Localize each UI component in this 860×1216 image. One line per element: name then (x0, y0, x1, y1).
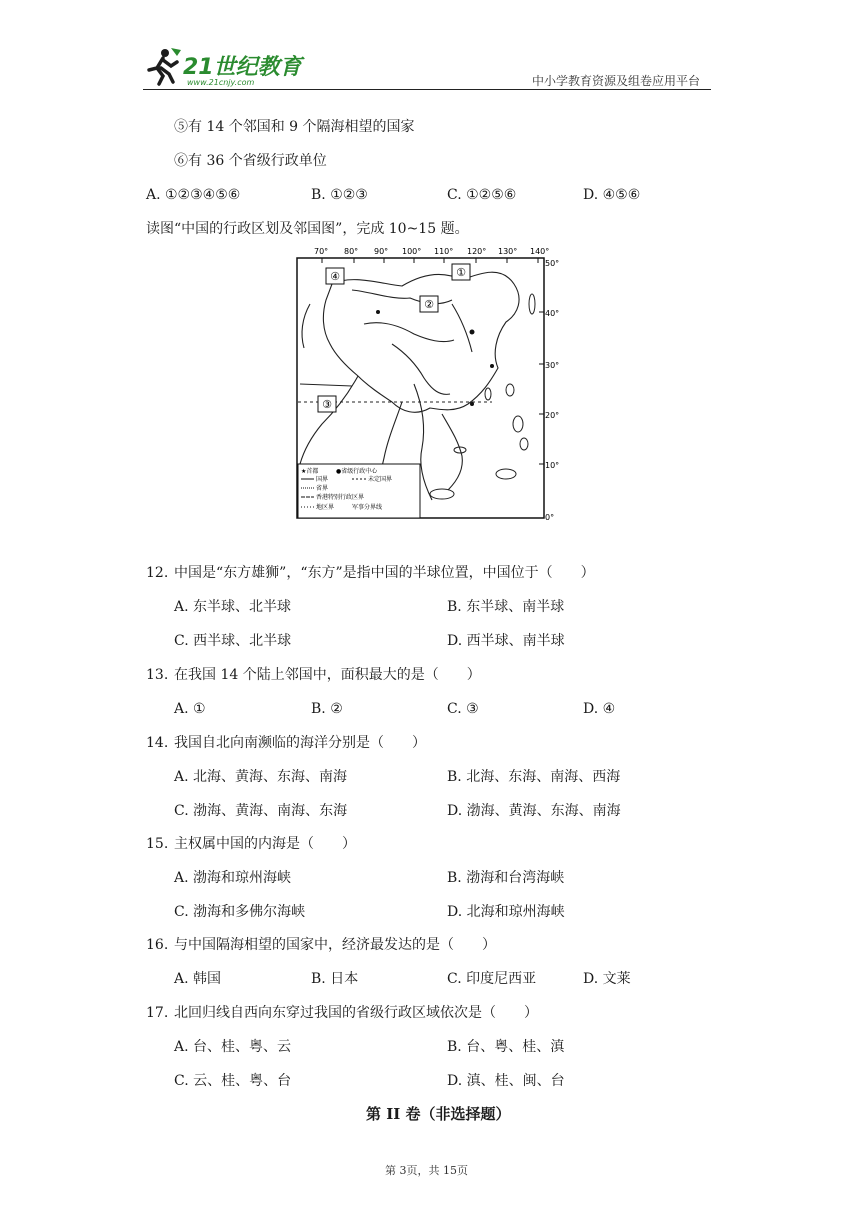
lon-label: 110° (434, 247, 454, 256)
option-d: D. 西半球、南半球 (447, 633, 565, 649)
svg-text:★首都: ★首都 (301, 468, 319, 475)
page-footer: 第 3页，共 15页 (385, 1164, 468, 1177)
section-title: 第 II 卷（非选择题） (366, 1105, 511, 1123)
option-c: C. 渤海和多佛尔海峡 (174, 904, 306, 920)
logo-url: www.21cnjy.com (187, 78, 255, 87)
question-stem: 北回归线自西向东穿过我国的省级行政区域依次是（ ） (174, 1005, 538, 1021)
lat-label: 0° (545, 513, 555, 520)
question-stem: 我国自北向南濒临的海洋分别是（ ） (174, 735, 426, 751)
lat-label: 40° (545, 309, 560, 318)
marker-3: ③ (322, 398, 332, 411)
svg-text:省界: 省界 (316, 485, 329, 492)
question-stem: 在我国 14 个陆上邻国中，面积最大的是（ ） (174, 667, 481, 683)
option-a: A. 韩国 (174, 971, 222, 987)
svg-text:地区界: 地区界 (316, 504, 335, 511)
question-number: 13. (146, 667, 169, 683)
question-stem: 与中国隔海相望的国家中，经济最发达的是（ ） (174, 937, 496, 953)
china-map (292, 244, 572, 520)
option-a: A. 渤海和琼州海峡 (174, 870, 292, 886)
option-a: A. 北海、黄海、东海、南海 (174, 769, 348, 785)
map-intro: 读图“中国的行政区划及邻国图”，完成 10~15 题。 (146, 221, 469, 237)
lon-label: 100° (402, 247, 422, 256)
question-stem: 中国是“东方雄狮”，“东方”是指中国的半球位置，中国位于（ ） (174, 565, 595, 581)
svg-text:●省级行政中心: ●省级行政中心 (336, 468, 378, 475)
question-stem: 主权属中国的内海是（ ） (174, 836, 356, 852)
option-b: B. 东半球、南半球 (447, 599, 565, 615)
lon-label: 80° (344, 247, 359, 256)
question-number: 12. (146, 565, 169, 581)
prev-item-6: ⑥有 36 个省级行政单位 (174, 153, 327, 169)
marker-1: ① (456, 266, 466, 279)
q11-option-d: D. ④⑤⑥ (583, 187, 641, 203)
option-d: D. 渤海、黄海、东海、南海 (447, 803, 621, 819)
option-b: B. 渤海和台湾海峡 (447, 870, 565, 886)
q11-option-b: B. ①②③ (311, 187, 368, 203)
question-number: 15. (146, 836, 169, 852)
header-divider (143, 89, 711, 90)
option-a: A. 东半球、北半球 (174, 599, 292, 615)
q11-option-c: C. ①②⑤⑥ (447, 187, 517, 203)
option-c: C. 印度尼西亚 (447, 971, 537, 987)
lat-label: 30° (545, 361, 560, 370)
option-b: B. 北海、东海、南海、西海 (447, 769, 621, 785)
option-c: C. 西半球、北半球 (174, 633, 292, 649)
platform-name: 中小学教育资源及组卷应用平台 (532, 74, 701, 88)
lon-label: 120° (467, 247, 487, 256)
question-number: 17. (146, 1005, 169, 1021)
svg-text:军事分界线: 军事分界线 (352, 504, 383, 511)
marker-4: ④ (330, 270, 340, 283)
logo-text: 21世纪教育 (183, 55, 302, 80)
option-c: C. ③ (447, 701, 479, 717)
lon-label: 130° (498, 247, 518, 256)
option-c: C. 渤海、黄海、南海、东海 (174, 803, 348, 819)
runner-logo-icon (143, 46, 183, 86)
option-a: A. 台、桂、粤、云 (174, 1039, 292, 1055)
option-d: D. 滇、桂、闽、台 (447, 1073, 565, 1089)
lat-label: 50° (545, 259, 560, 268)
option-b: B. ② (311, 701, 343, 717)
logo (143, 44, 313, 88)
prev-item-5: ⑤有 14 个邻国和 9 个隔海相望的国家 (174, 119, 415, 135)
option-d: D. 北海和琼州海峡 (447, 904, 565, 920)
svg-text:香港特别行政区界: 香港特别行政区界 (316, 494, 365, 501)
option-a: A. ① (174, 701, 206, 717)
svg-text:未定国界: 未定国界 (368, 476, 393, 483)
marker-2: ② (424, 298, 434, 311)
lon-label: 70° (314, 247, 329, 256)
q11-option-a: A. ①②③④⑤⑥ (146, 187, 241, 203)
option-d: D. ④ (583, 701, 616, 717)
option-b: B. 台、粤、桂、滇 (447, 1039, 565, 1055)
svg-text:国界: 国界 (316, 476, 329, 483)
option-c: C. 云、桂、粤、台 (174, 1073, 292, 1089)
question-number: 14. (146, 735, 169, 751)
question-number: 16. (146, 937, 169, 953)
option-b: B. 日本 (311, 971, 359, 987)
lon-label: 90° (374, 247, 389, 256)
option-d: D. 文莱 (583, 971, 631, 987)
lon-label: 140° (530, 247, 550, 256)
lat-label: 10° (545, 461, 560, 470)
lat-label: 20° (545, 411, 560, 420)
